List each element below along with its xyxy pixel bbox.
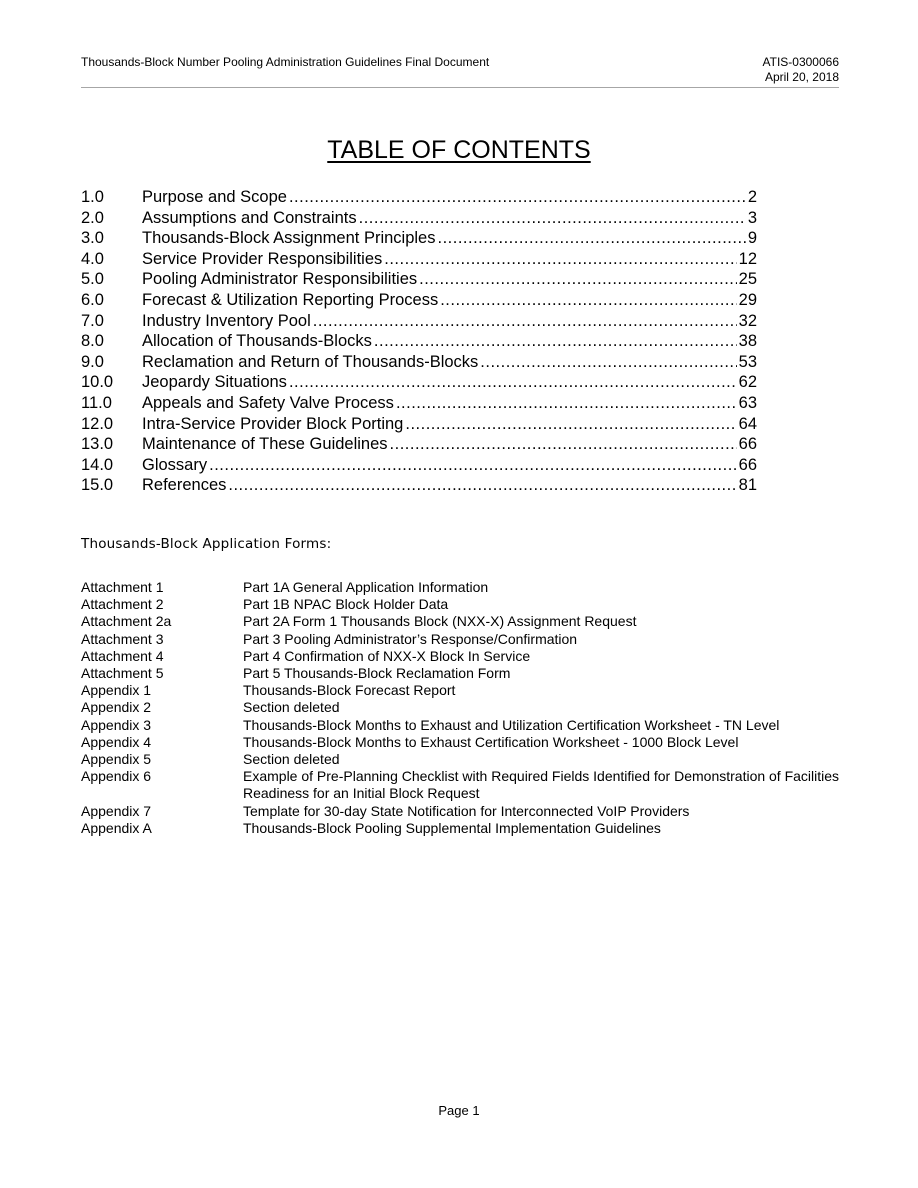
attachment-description: Part 2A Form 1 Thousands Block (NXX-X) Assignment Request	[243, 613, 637, 630]
attachment-description: Thousands-Block Pooling Supplemental Implementation Guidelines	[243, 819, 661, 836]
document-title: Thousands-Block Number Pooling Administration Guidelines Final Document	[81, 55, 490, 69]
toc-dot-leader	[359, 208, 746, 229]
toc-entry-title[interactable]: Allocation of Thousands-Blocks	[142, 332, 372, 351]
toc-entry-number: 5.0	[81, 270, 104, 289]
attachment-label: Attachment 2a	[81, 613, 172, 630]
attachment-entry	[81, 768, 841, 802]
toc-entry-page[interactable]: 81	[738, 476, 757, 495]
page-number: Page 1	[438, 1103, 480, 1118]
toc-dot-leader	[480, 352, 736, 373]
attachment-label: Attachment 2	[81, 596, 164, 613]
toc-entry[interactable]	[81, 208, 757, 229]
toc-entry-page[interactable]: 62	[738, 373, 757, 392]
attachments-list	[81, 579, 841, 837]
toc-entry[interactable]	[81, 187, 757, 208]
forms-heading: Thousands-Block Application Forms:	[81, 536, 332, 552]
toc-entry-number: 3.0	[81, 229, 104, 248]
toc-entry-page[interactable]: 25	[738, 270, 757, 289]
toc-heading: TABLE OF CONTENTS	[327, 136, 591, 164]
toc-entry-page[interactable]: 66	[738, 455, 757, 474]
attachment-entry	[81, 803, 841, 820]
attachment-entry	[81, 717, 841, 734]
toc-entry-number: 2.0	[81, 208, 104, 227]
toc-entry-title[interactable]: Service Provider Responsibilities	[142, 249, 383, 268]
attachment-description: Part 5 Thousands-Block Reclamation Form	[243, 665, 511, 682]
attachment-description: Section deleted	[243, 751, 340, 768]
toc-entry-page[interactable]: 9	[747, 229, 757, 248]
toc-entry-page[interactable]: 3	[747, 208, 757, 227]
toc-entry-title[interactable]: Maintenance of These Guidelines	[142, 435, 388, 454]
attachment-label: Appendix 7	[81, 802, 152, 819]
attachment-label: Attachment 3	[81, 630, 164, 647]
toc-entry-number: 14.0	[81, 455, 114, 474]
attachment-entry	[81, 613, 841, 630]
toc-entry-page[interactable]: 38	[738, 332, 757, 351]
toc-dot-leader	[384, 249, 736, 270]
toc-entry-page[interactable]: 53	[738, 352, 757, 371]
toc-entry-number: 4.0	[81, 249, 104, 268]
attachment-entry	[81, 820, 841, 837]
toc-entry-title[interactable]: Glossary	[142, 455, 208, 474]
toc-entry[interactable]	[81, 475, 757, 496]
attachment-label: Attachment 4	[81, 647, 164, 664]
toc-entry[interactable]	[81, 434, 757, 455]
toc-entry-page[interactable]: 32	[738, 311, 757, 330]
toc-entry-title[interactable]: Appeals and Safety Valve Process	[142, 393, 394, 412]
attachment-description: Part 4 Confirmation of NXX-X Block In Service	[243, 647, 531, 664]
toc-dot-leader	[437, 228, 745, 249]
attachment-label: Appendix 5	[81, 751, 152, 768]
toc-entry-number: 12.0	[81, 414, 114, 433]
header-meta	[763, 55, 840, 85]
toc-entry-page[interactable]: 12	[738, 249, 757, 268]
attachment-description: Example of Pre-Planning Checklist with Required Fields Identified for Demonstration of Facilities Readiness for an Initial Block Request	[243, 768, 840, 802]
toc-entry-page[interactable]: 66	[738, 435, 757, 454]
attachment-entry	[81, 665, 841, 682]
toc-entry[interactable]	[81, 372, 757, 393]
attachment-entry	[81, 751, 841, 768]
attachment-entry	[81, 734, 841, 751]
toc-entry-title[interactable]: Thousands-Block Assignment Principles	[142, 229, 436, 248]
toc-entry[interactable]	[81, 331, 757, 352]
toc-entry-number: 1.0	[81, 188, 104, 206]
document-id: ATIS-0300066	[762, 55, 839, 69]
attachment-description: Template for 30-day State Notification for Interconnected VoIP Providers	[243, 802, 690, 819]
attachment-entry	[81, 631, 841, 648]
attachment-entry	[81, 699, 841, 716]
document-date: April 20, 2018	[764, 70, 839, 84]
toc-entry-number: 6.0	[81, 290, 104, 309]
toc-entry[interactable]	[81, 228, 757, 249]
toc-dot-leader	[390, 434, 737, 455]
table-of-contents	[81, 187, 757, 496]
attachment-description: Part 1A General Application Information	[243, 579, 489, 595]
toc-entry-page[interactable]: 2	[747, 188, 757, 206]
toc-dot-leader	[289, 187, 746, 208]
toc-entry-title[interactable]: Forecast & Utilization Reporting Process	[142, 290, 439, 309]
toc-entry[interactable]	[81, 393, 757, 414]
toc-dot-leader	[313, 311, 737, 332]
toc-dot-leader	[419, 269, 737, 290]
attachment-label: Appendix 4	[81, 733, 152, 750]
toc-dot-leader	[396, 393, 737, 414]
attachment-description: Thousands-Block Forecast Report	[243, 682, 456, 699]
toc-dot-leader	[209, 455, 737, 476]
toc-entry-number: 13.0	[81, 435, 114, 454]
toc-entry-number: 11.0	[81, 393, 112, 412]
toc-entry-page[interactable]: 29	[738, 290, 757, 309]
attachment-label: Appendix A	[81, 819, 152, 836]
toc-dot-leader	[228, 475, 736, 496]
attachment-label: Appendix 1	[81, 682, 152, 699]
toc-entry[interactable]	[81, 249, 757, 270]
toc-dot-leader	[440, 290, 736, 311]
attachment-description: Section deleted	[243, 699, 340, 716]
toc-entry-page[interactable]: 63	[738, 393, 757, 412]
attachment-entry	[81, 648, 841, 665]
toc-dot-leader	[289, 372, 737, 393]
attachment-description: Thousands-Block Months to Exhaust Certification Worksheet - 1000 Block Level	[243, 733, 739, 750]
toc-entry-title[interactable]: References	[142, 476, 227, 495]
toc-entry-title[interactable]: Industry Inventory Pool	[142, 311, 311, 330]
toc-dot-leader	[374, 331, 737, 352]
toc-entry[interactable]	[81, 311, 757, 332]
attachment-description: Thousands-Block Months to Exhaust and Utilization Certification Worksheet - TN Level	[243, 716, 780, 733]
page-header	[81, 54, 839, 88]
attachment-entry	[81, 579, 841, 596]
toc-entry[interactable]	[81, 290, 757, 311]
toc-entry[interactable]	[81, 414, 757, 435]
toc-entry-page[interactable]: 64	[738, 414, 757, 433]
toc-entry[interactable]	[81, 455, 757, 476]
toc-entry-title[interactable]: Jeopardy Situations	[142, 373, 287, 392]
attachment-description: Part 3 Pooling Administrator’s Response/Confirmation	[243, 630, 578, 647]
toc-entry-title[interactable]: Intra-Service Provider Block Porting	[142, 414, 404, 433]
attachment-label: Appendix 2	[81, 699, 152, 716]
toc-entry-number: 7.0	[81, 311, 104, 330]
toc-dot-leader	[405, 414, 736, 435]
toc-entry-number: 9.0	[81, 352, 104, 371]
attachment-label: Appendix 6	[81, 768, 152, 785]
attachment-label: Attachment 1	[81, 579, 164, 595]
attachment-label: Appendix 3	[81, 716, 152, 733]
toc-entry-title[interactable]: Pooling Administrator Responsibilities	[142, 270, 418, 289]
attachment-label: Attachment 5	[81, 665, 164, 682]
toc-entry-number: 8.0	[81, 332, 104, 351]
attachment-entry	[81, 682, 841, 699]
toc-entry-number: 15.0	[81, 476, 114, 495]
attachment-description: Part 1B NPAC Block Holder Data	[243, 596, 449, 613]
toc-entry[interactable]	[81, 269, 757, 290]
toc-entry[interactable]	[81, 352, 757, 373]
attachment-entry	[81, 596, 841, 613]
toc-entry-title[interactable]: Assumptions and Constraints	[142, 208, 357, 227]
toc-entry-title[interactable]: Purpose and Scope	[142, 188, 287, 206]
toc-entry-title[interactable]: Reclamation and Return of Thousands-Blocks	[142, 352, 479, 371]
toc-entry-number: 10.0	[81, 373, 114, 392]
